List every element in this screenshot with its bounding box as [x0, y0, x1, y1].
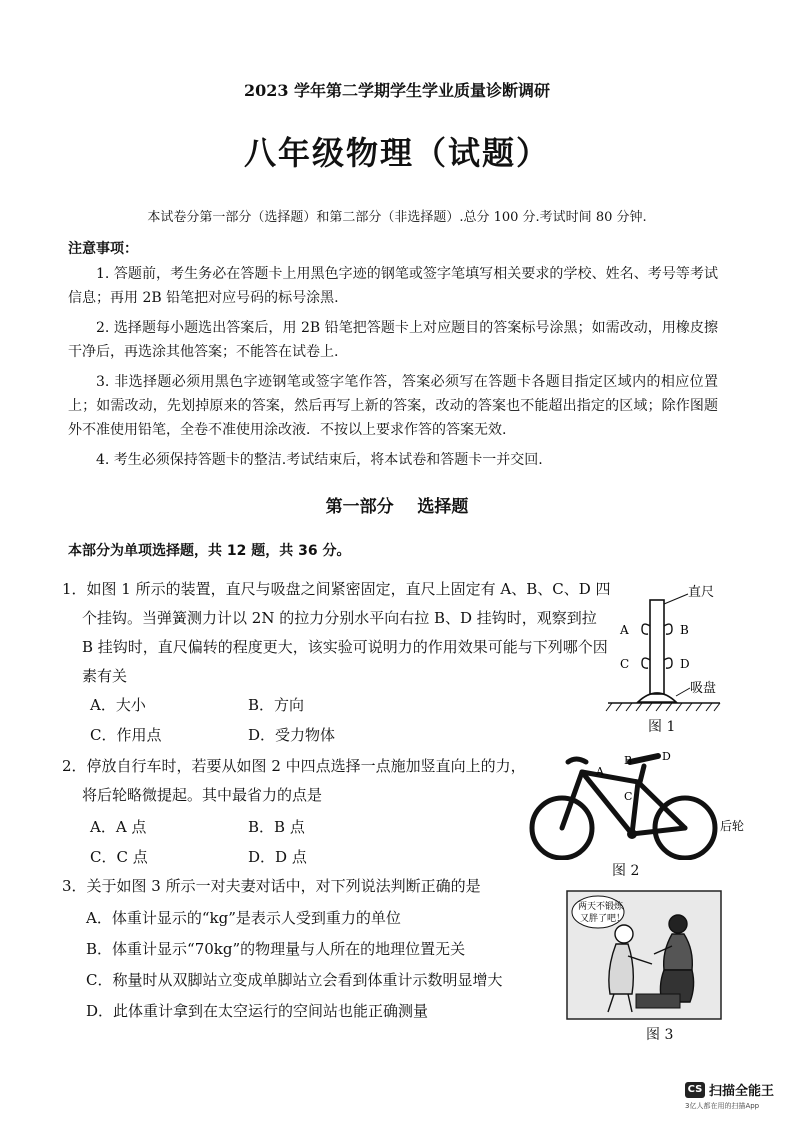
section-name: 选择题 — [417, 497, 469, 517]
point-b-label: B — [624, 754, 633, 767]
question-2 — [62, 752, 532, 810]
section-title — [0, 492, 794, 517]
ruler-leader-line — [664, 594, 688, 604]
question-2-text: 2．停放自行车时，若要从如图 2 中四点选择一点施加竖直向上的力，将后轮略微提起。其中最省力的点是 — [62, 757, 526, 804]
q1-option-d: D．受力物体 — [248, 726, 336, 744]
q2-option-b: B．B 点 — [248, 818, 305, 836]
section-intro: 本部分为单项选择题，共 12 题，共 36 分。 — [68, 543, 351, 559]
scanner-tagline: 3亿人都在用的扫描App — [685, 1102, 760, 1110]
q2-option-c: C．C 点 — [90, 848, 148, 866]
q2-option-a: A．A 点 — [90, 818, 147, 836]
note-item-4: 4. 考生必须保持答题卡的整洁.考试结束后，将本试卷和答题卡一并交回. — [96, 452, 543, 468]
figure-2-caption: 图 2 — [612, 863, 640, 879]
page-title: 八年级物理（试题） — [243, 134, 550, 172]
figure-3-cartoon — [566, 890, 722, 1020]
pedal-crank — [627, 829, 637, 839]
exam-title: 2023 学年第二学期学生学业质量诊断调研 — [243, 81, 551, 100]
figure-1-caption: 图 1 — [648, 719, 676, 735]
point-c-label: C — [624, 790, 633, 803]
handlebar — [568, 759, 586, 762]
question-3 — [62, 872, 562, 901]
seat — [630, 756, 658, 762]
q3-option-d: D．此体重计拿到在太空运行的空间站也能正确测量 — [86, 1002, 429, 1020]
hook-c — [642, 658, 650, 668]
point-d-label: D — [662, 750, 671, 763]
cup-leader-line — [676, 688, 690, 696]
hook-a — [642, 624, 650, 634]
hook-c-label: C — [620, 657, 630, 671]
figure-2-bicycle-diagram — [520, 748, 760, 860]
note-item-3: 3. 非选择题必须用黑色字迹钢笔或签字笔作答，答案必须写在答题卡各题目指定区域内的相应位置上；如需改动，先划掉原来的答案，然后再写上新的答案，改动的答案也不能超出指定的区域；除作图题外不准使用铅笔，全卷不准使用涂改液．不按以上要求作答的答案无效. — [68, 374, 718, 438]
q1-option-a: A．大小 — [90, 696, 146, 714]
hook-a-label: A — [620, 623, 629, 637]
note-item-1: 1. 答题前，考生务必在答题卡上用黑色字迹的钢笔或签字笔填写相关要求的学校、姓名、考号等考试信息；再用 2B 铅笔把对应号码的标号涂黑. — [68, 266, 718, 306]
q1-option-c: C．作用点 — [90, 726, 162, 744]
rear-wheel-label: 后轮 — [720, 819, 745, 833]
speech-line-1: 两天不锻炼 — [578, 902, 624, 912]
figure-3-caption: 图 3 — [646, 1027, 674, 1043]
scanner-logo-icon: CS — [685, 1082, 705, 1098]
q3-option-a: A．体重计显示的“kg”是表示人受到重力的单位 — [86, 909, 401, 927]
hook-d-label: D — [680, 657, 690, 671]
question-1-text: 1．如图 1 所示的装置，直尺与吸盘之间紧密固定，直尺上固定有 A、B、C、D 四个挂钩。当弹簧测力计以 2N 的拉力分别水平向右拉 B、D 挂钩时，观察到拉 B 挂钩时，直尺偏转的程度更大，该实验可说明力的作用效果可能与下列哪个因素有关 — [62, 580, 611, 685]
question-3-text: 3．关于如图 3 所示一对夫妻对话中，对下列说法判断正确的是 — [62, 877, 481, 895]
bathroom-scale — [636, 994, 680, 1008]
hook-d — [664, 658, 672, 668]
ruler-label: 直尺 — [688, 585, 715, 600]
note-item-2: 2. 选择题每小题选出答案后，用 2B 铅笔把答题卡上对应题目的答案标号涂黑；如需改动，用橡皮擦干净后，再选涂其他答案；不能答在试卷上. — [68, 320, 718, 360]
hook-b-label: B — [680, 623, 689, 637]
scanner-brand: 扫描全能王 — [709, 1084, 775, 1099]
ground-hatch — [606, 703, 720, 711]
exam-intro: 本试卷分第一部分（选择题）和第二部分（非选择题）.总分 100 分.考试时间 80 分钟. — [147, 210, 647, 225]
notes-heading: 注意事项： — [68, 241, 138, 257]
scanner-watermark — [685, 1080, 794, 1111]
section-part: 第一部分 — [325, 497, 394, 517]
q2-option-d: D．D 点 — [248, 848, 307, 866]
q1-option-b: B．方向 — [248, 696, 305, 714]
hook-b — [664, 624, 672, 634]
q3-option-b: B．体重计显示“70kg”的物理量与人所在的地理位置无关 — [86, 940, 466, 958]
q3-option-c: C．称量时从双脚站立变成单脚站立会看到体重计示数明显增大 — [86, 971, 503, 989]
ruler-shape — [650, 600, 664, 694]
point-a-label: A — [596, 765, 604, 778]
cup-label: 吸盘 — [690, 681, 717, 696]
speech-line-2: 又胖了吧！ — [580, 914, 626, 924]
question-1 — [62, 575, 612, 691]
